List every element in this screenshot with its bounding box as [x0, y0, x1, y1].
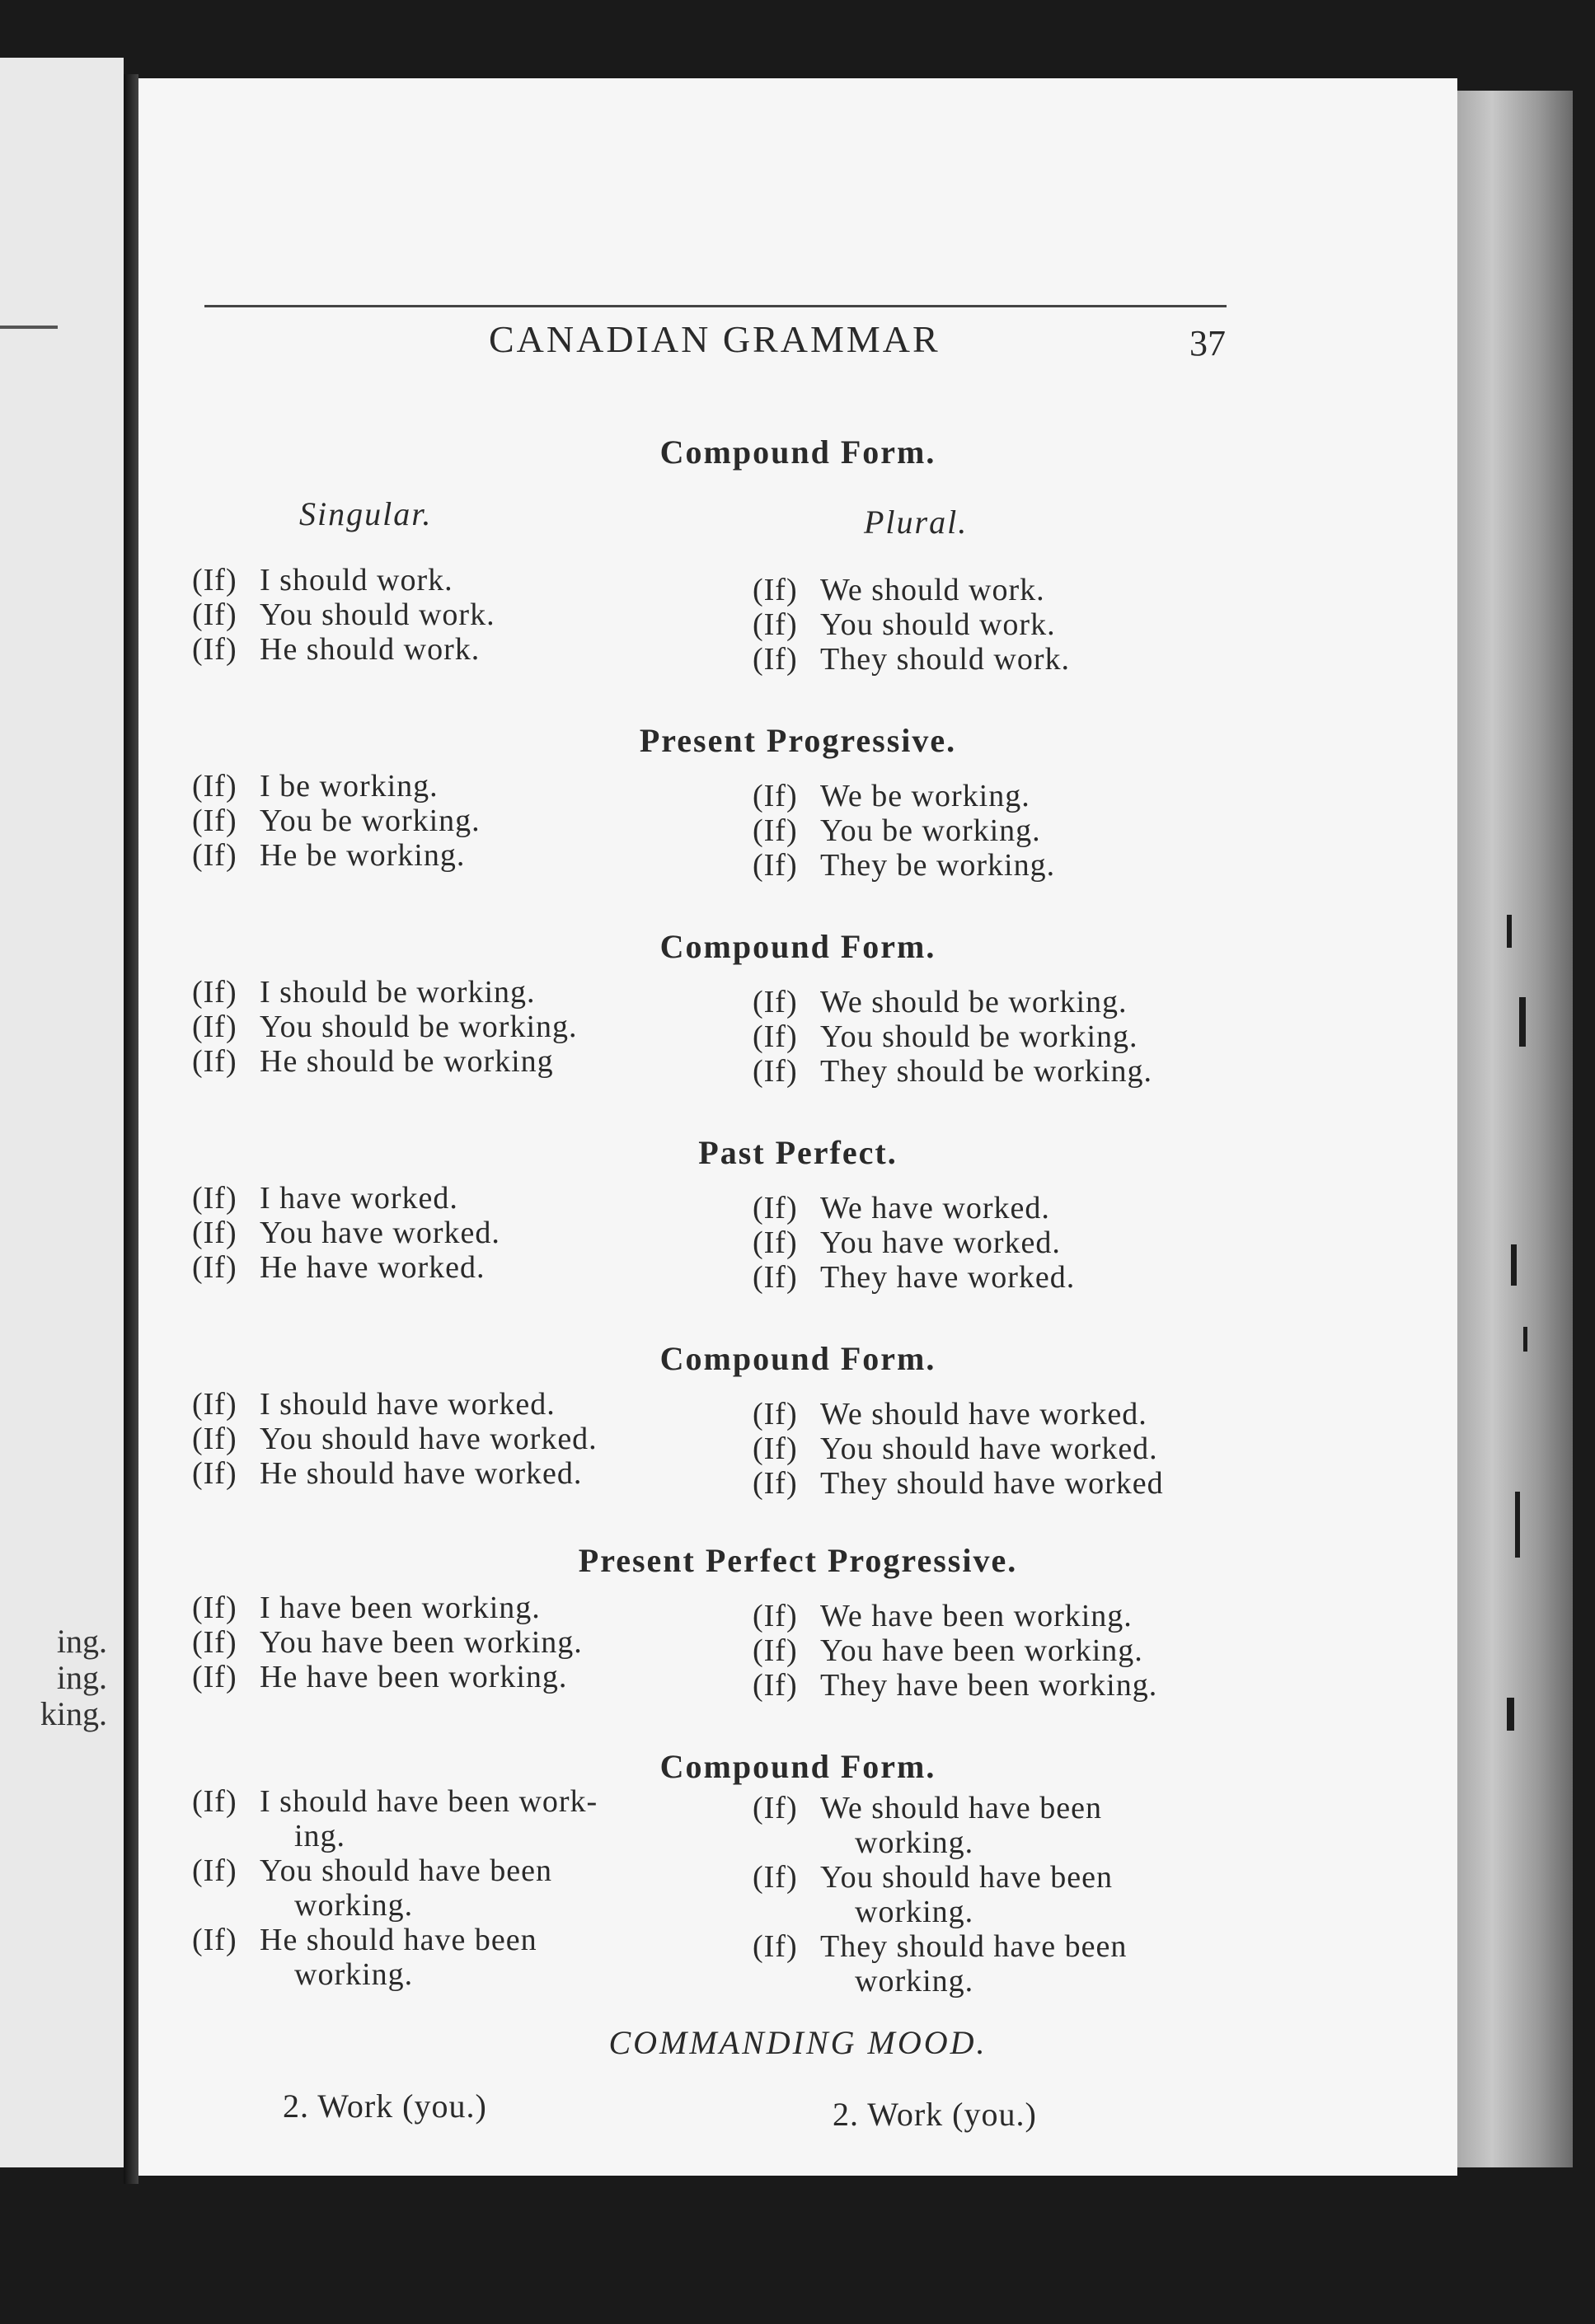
- singular-form-line: [192, 1660, 583, 1694]
- verb-form: I be working.: [260, 769, 439, 804]
- verb-form: You should be working.: [260, 1010, 578, 1044]
- singular-form-line: [192, 1456, 598, 1491]
- if-prefix: (If): [192, 1422, 237, 1456]
- if-prefix: (If): [192, 1044, 237, 1079]
- section-heading: Compound Form.: [659, 1748, 936, 1785]
- plural-form-line: [753, 1397, 1164, 1431]
- singular-form-line: [192, 975, 578, 1010]
- if-prefix: (If): [753, 1860, 798, 1895]
- verb-form: You should have worked.: [820, 1431, 1158, 1466]
- verb-form-continuation: working.: [855, 1895, 974, 1929]
- singular-label: Singular.: [299, 495, 433, 532]
- if-prefix: (If): [753, 1929, 798, 1964]
- plural-form-line: [753, 607, 1070, 642]
- singular-form-line: [192, 632, 495, 667]
- verb-form: He should be working: [260, 1044, 554, 1079]
- plural-form-line: [753, 1225, 1075, 1260]
- verb-form: He have been working.: [260, 1660, 568, 1694]
- header-rule: [204, 305, 1227, 307]
- edge-mark: [1507, 1698, 1514, 1731]
- if-prefix: (If): [192, 1010, 237, 1044]
- if-prefix: (If): [753, 1054, 798, 1089]
- if-prefix: (If): [753, 1397, 798, 1431]
- if-prefix: (If): [192, 975, 237, 1010]
- verb-form-continuation: working.: [294, 1888, 414, 1923]
- singular-form-line: [192, 1250, 500, 1285]
- plural-form-line: [753, 1019, 1152, 1054]
- singular-forms: [192, 563, 495, 667]
- singular-forms: [192, 1784, 598, 1992]
- section-heading: Present Progressive.: [639, 722, 957, 759]
- singular-form-line: [192, 1625, 583, 1660]
- book-gutter: [124, 74, 138, 2184]
- verb-form: I should have been work-: [260, 1784, 598, 1819]
- verb-form: You should have worked.: [260, 1422, 598, 1456]
- left-fragment: king.: [40, 1695, 107, 1732]
- section-heading: Present Perfect Progressive.: [578, 1542, 1018, 1579]
- if-prefix: (If): [192, 1216, 237, 1250]
- verb-form: I should have worked.: [260, 1387, 556, 1422]
- singular-form-line: [192, 1181, 500, 1216]
- command-plural: 2. Work (you.): [833, 2096, 1037, 2133]
- left-fragment: ing.: [56, 1623, 107, 1660]
- verb-form: They be working.: [820, 848, 1056, 883]
- if-prefix: (If): [192, 1784, 237, 1819]
- verb-form: They should have been: [820, 1929, 1128, 1964]
- plural-form-line: [753, 642, 1070, 677]
- verb-form: You have worked.: [260, 1216, 500, 1250]
- verb-form: They have worked.: [820, 1260, 1076, 1295]
- verb-form-continuation: working.: [855, 1964, 974, 1998]
- verb-form: You have been working.: [820, 1633, 1143, 1668]
- running-head: CANADIAN GRAMMAR: [489, 318, 941, 360]
- if-prefix: (If): [753, 1019, 798, 1054]
- if-prefix: (If): [753, 779, 798, 813]
- verb-form: I should be working.: [260, 975, 536, 1010]
- plural-form-line: [753, 1791, 1127, 1860]
- if-prefix: (If): [753, 1791, 798, 1825]
- if-prefix: (If): [753, 1225, 798, 1260]
- if-prefix: (If): [192, 1250, 237, 1285]
- plural-form-line: [753, 1054, 1152, 1089]
- command-singular: 2. Work (you.): [283, 2087, 487, 2125]
- singular-form-line: [192, 1044, 578, 1079]
- if-prefix: (If): [192, 804, 237, 838]
- if-prefix: (If): [192, 838, 237, 873]
- plural-form-line: [753, 1929, 1127, 1998]
- if-prefix: (If): [192, 1181, 237, 1216]
- verb-form: We should be working.: [820, 985, 1128, 1019]
- plural-form-line: [753, 573, 1070, 607]
- verb-form: I have worked.: [260, 1181, 458, 1216]
- verb-form: You should work.: [260, 597, 495, 632]
- left-fragment: ing.: [56, 1659, 107, 1696]
- if-prefix: (If): [192, 597, 237, 632]
- if-prefix: (If): [192, 1625, 237, 1660]
- if-prefix: (If): [753, 813, 798, 848]
- singular-form-line: [192, 1784, 598, 1853]
- singular-forms: [192, 975, 578, 1079]
- verb-form: You should have been: [260, 1853, 552, 1888]
- plural-forms: [753, 779, 1055, 883]
- if-prefix: (If): [192, 1387, 237, 1422]
- singular-form-line: [192, 1216, 500, 1250]
- singular-form-line: [192, 804, 481, 838]
- if-prefix: (If): [192, 1660, 237, 1694]
- singular-form-line: [192, 769, 481, 804]
- verb-form: You should work.: [820, 607, 1056, 642]
- verb-form: He be working.: [260, 838, 466, 873]
- page-number: 37: [1189, 323, 1226, 363]
- plural-forms: [753, 1599, 1157, 1703]
- edge-mark: [1511, 1244, 1517, 1286]
- if-prefix: (If): [753, 1431, 798, 1466]
- plural-form-line: [753, 1466, 1164, 1501]
- verb-form: We have been working.: [820, 1599, 1133, 1633]
- if-prefix: (If): [753, 1260, 798, 1295]
- page-header: [138, 317, 1457, 367]
- verb-form: You be working.: [260, 804, 481, 838]
- singular-form-line: [192, 1010, 578, 1044]
- singular-forms: [192, 1387, 598, 1491]
- verb-form: We be working.: [820, 779, 1030, 813]
- verb-form: He should have been: [260, 1923, 537, 1957]
- verb-form: He should have worked.: [260, 1456, 583, 1491]
- if-prefix: (If): [192, 1923, 237, 1957]
- if-prefix: (If): [753, 1633, 798, 1668]
- verb-form: We have worked.: [820, 1191, 1050, 1225]
- if-prefix: (If): [753, 642, 798, 677]
- if-prefix: (If): [753, 848, 798, 883]
- plural-form-line: [753, 848, 1055, 883]
- verb-form: He have worked.: [260, 1250, 486, 1285]
- verb-form: You should be working.: [820, 1019, 1138, 1054]
- verb-form: We should have worked.: [820, 1397, 1147, 1431]
- verb-form: We should work.: [820, 573, 1045, 607]
- verb-form: You be working.: [820, 813, 1041, 848]
- singular-form-line: [192, 597, 495, 632]
- singular-form-line: [192, 563, 495, 597]
- verb-form: They should have worked: [820, 1466, 1164, 1501]
- if-prefix: (If): [192, 563, 237, 597]
- verb-form-continuation: ing.: [294, 1819, 346, 1853]
- verb-form-continuation: working.: [855, 1825, 974, 1860]
- book-page: [138, 78, 1457, 2176]
- edge-mark: [1519, 997, 1526, 1047]
- if-prefix: (If): [192, 1853, 237, 1888]
- verb-form: He should work.: [260, 632, 481, 667]
- verb-form: They should be working.: [820, 1054, 1152, 1089]
- plural-form-line: [753, 1191, 1075, 1225]
- if-prefix: (If): [192, 769, 237, 804]
- verb-form-continuation: working.: [294, 1957, 414, 1992]
- plural-form-line: [753, 1599, 1157, 1633]
- plural-form-line: [753, 1431, 1164, 1466]
- edge-mark: [1515, 1492, 1520, 1558]
- if-prefix: (If): [753, 985, 798, 1019]
- plural-form-line: [753, 779, 1055, 813]
- plural-form-line: [753, 813, 1055, 848]
- plural-label: Plural.: [864, 504, 969, 541]
- plural-form-line: [753, 1260, 1075, 1295]
- verb-form: They should work.: [820, 642, 1071, 677]
- verb-form: They have been working.: [820, 1668, 1158, 1703]
- if-prefix: (If): [192, 1456, 237, 1491]
- if-prefix: (If): [753, 607, 798, 642]
- plural-forms: [753, 1397, 1164, 1501]
- singular-form-line: [192, 838, 481, 873]
- plural-forms: [753, 985, 1152, 1089]
- singular-forms: [192, 1591, 583, 1694]
- page-block-edge: [1457, 91, 1573, 2167]
- singular-form-line: [192, 1387, 598, 1422]
- singular-form-line: [192, 1422, 598, 1456]
- plural-forms: [753, 573, 1070, 677]
- plural-forms: [753, 1191, 1075, 1295]
- singular-form-line: [192, 1591, 583, 1625]
- if-prefix: (If): [753, 1466, 798, 1501]
- left-page-rule: [0, 326, 58, 329]
- if-prefix: (If): [753, 1191, 798, 1225]
- singular-forms: [192, 1181, 500, 1285]
- edge-mark: [1523, 1327, 1527, 1352]
- verb-form: You have been working.: [260, 1625, 583, 1660]
- plural-form-line: [753, 1633, 1157, 1668]
- verb-form: You should have been: [820, 1860, 1113, 1895]
- verb-form: You have worked.: [820, 1225, 1061, 1260]
- section-heading: Compound Form.: [659, 1340, 936, 1377]
- section-heading: Compound Form.: [659, 433, 936, 471]
- verb-form: We should have been: [820, 1791, 1102, 1825]
- edge-mark: [1507, 915, 1512, 948]
- verb-form: I have been working.: [260, 1591, 541, 1625]
- commanding-mood-heading: COMMANDING MOOD.: [608, 2024, 987, 2061]
- plural-form-line: [753, 985, 1152, 1019]
- verb-form: I should work.: [260, 563, 453, 597]
- if-prefix: (If): [192, 1591, 237, 1625]
- plural-form-line: [753, 1860, 1127, 1929]
- singular-form-line: [192, 1923, 598, 1992]
- section-heading: Compound Form.: [659, 928, 936, 965]
- singular-forms: [192, 769, 481, 873]
- plural-forms: [753, 1791, 1127, 1998]
- singular-form-line: [192, 1853, 598, 1923]
- if-prefix: (If): [192, 632, 237, 667]
- plural-form-line: [753, 1668, 1157, 1703]
- if-prefix: (If): [753, 1668, 798, 1703]
- if-prefix: (If): [753, 573, 798, 607]
- if-prefix: (If): [753, 1599, 798, 1633]
- left-page-edge: [0, 58, 124, 2167]
- section-heading: Past Perfect.: [698, 1134, 898, 1171]
